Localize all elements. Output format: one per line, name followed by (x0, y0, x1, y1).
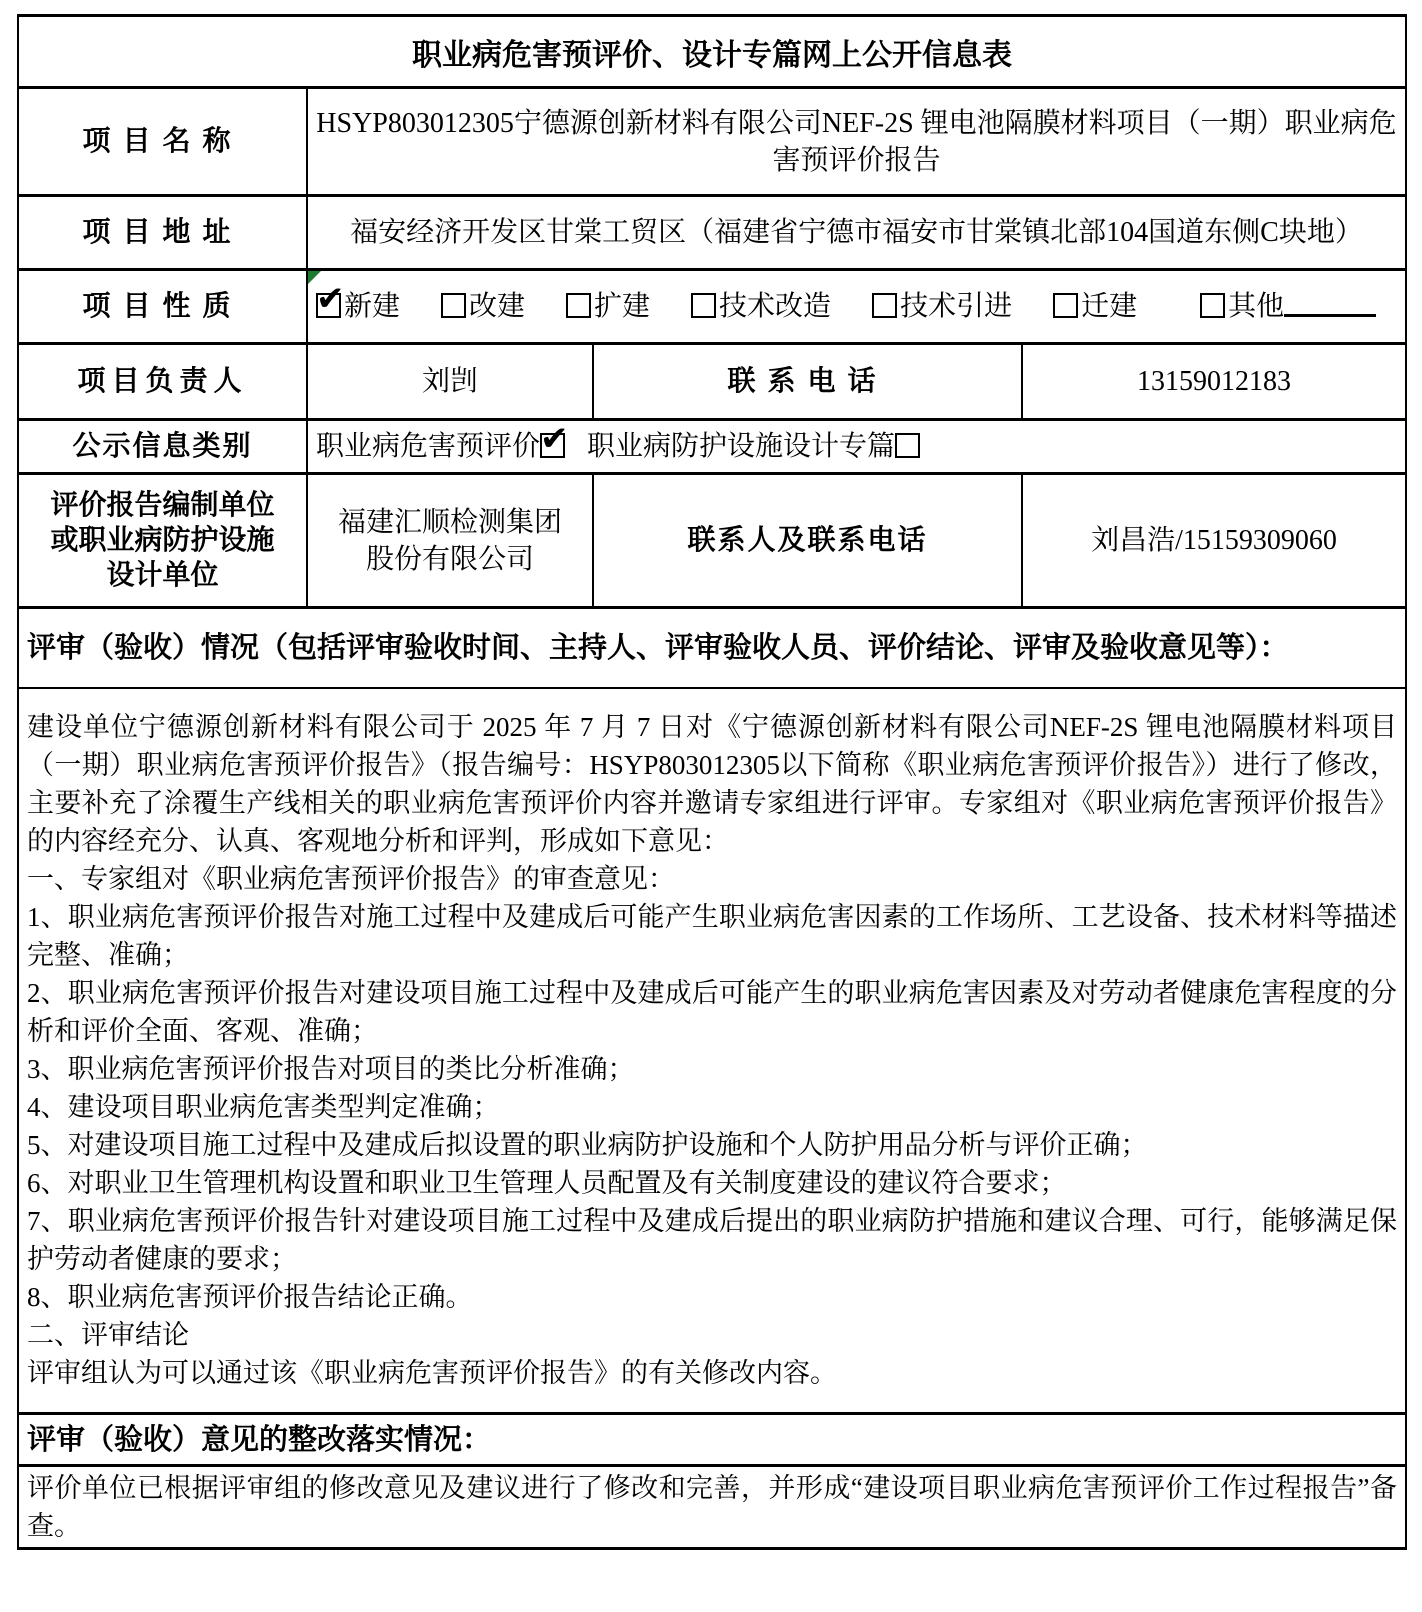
report-unit-label-line: 设计单位 (106, 560, 219, 591)
review-paragraph: 3、职业病危害预评价报告对项目的类比分析准确； (27, 1054, 635, 1085)
contact-value: 刘昌浩/15159309060 (1022, 474, 1406, 608)
publicity-option-preeval-label: 职业病危害预评价 (316, 431, 541, 462)
report-unit-label-line: 评价报告编制单位 (50, 490, 275, 521)
report-unit-row (18, 474, 1406, 608)
rectification-header: 评审（验收）意见的整改落实情况： (18, 1414, 1406, 1466)
contact-label: 联系人及联系电话 (593, 474, 1022, 608)
publicity-type-value (307, 420, 1406, 474)
review-paragraph: 6、对职业卫生管理机构设置和职业卫生管理人员配置及有关制度建设的建议符合要求； (27, 1168, 1067, 1199)
rectification-body-row (18, 1466, 1406, 1549)
nature-option-label: 迁建 (1081, 291, 1138, 322)
nature-option-relocate (1053, 291, 1137, 322)
review-paragraph: 2、职业病危害预评价报告对建设项目施工过程中及建成后可能产生的职业病危害因素及对劳动者健康危害程度的分析和评价全面、客观、准确； (27, 978, 1397, 1047)
project-address-row (18, 196, 1406, 270)
checkbox-icon (895, 433, 920, 458)
nature-option-tech-transform (691, 291, 831, 322)
review-paragraph: 二、评审结论 (27, 1320, 189, 1351)
project-address-value: 福安经济开发区甘棠工贸区（福建省宁德市福安市甘棠镇北部104国道东侧C块地） (307, 196, 1406, 270)
nature-option-label: 新建 (344, 291, 401, 322)
review-section-body (18, 688, 1406, 1414)
project-leader-row (18, 344, 1406, 420)
checkbox-checked-icon (316, 293, 341, 318)
review-paragraph: 5、对建设项目施工过程中及建成后拟设置的职业病防护设施和个人防护用品分析与评价正确； (27, 1130, 1148, 1161)
checkbox-icon (872, 293, 897, 318)
project-nature-row (18, 270, 1406, 344)
phone-label: 联系电话 (593, 344, 1022, 420)
title-row (18, 16, 1406, 88)
review-paragraph: 评审组认为可以通过该《职业病危害预评价报告》的有关修改内容。 (27, 1358, 837, 1389)
checkbox-icon (441, 293, 466, 318)
report-unit-label-line: 或职业病防护设施 (50, 525, 275, 556)
review-paragraph: 1、职业病危害预评价报告对施工过程中及建成后可能产生职业病危害因素的工作场所、工艺设备、技术材料等描述完整、准确； (27, 902, 1397, 971)
publicity-type-row (18, 420, 1406, 474)
rectification-header-row (18, 1414, 1406, 1466)
project-name-label: 项目名称 (18, 88, 307, 196)
checkbox-icon (566, 293, 591, 318)
report-unit-name (307, 474, 593, 608)
rectification-paragraph: 评价单位已根据评审组的修改意见及建议进行了修改和完善，并形成“建设项目职业病危害预评价工作过程报告”备查。 (27, 1473, 1397, 1541)
review-section-header: 评审（验收）情况（包括评审验收时间、主持人、评审验收人员、评价结论、评审及验收意见等）： (18, 608, 1406, 688)
project-address-label: 项目地址 (18, 196, 307, 270)
checkbox-checked-icon (540, 433, 565, 458)
report-unit-name-line: 股份有限公司 (365, 543, 534, 575)
nature-option-tech-import (872, 291, 1012, 322)
page-title: 职业病危害预评价、设计专篇网上公开信息表 (18, 16, 1406, 88)
project-leader-value: 刘剀 (307, 344, 593, 420)
project-nature-value (307, 270, 1406, 344)
report-unit-label (18, 474, 307, 608)
nature-option-label: 技术改造 (719, 291, 832, 322)
review-paragraph: 一、专家组对《职业病危害预评价报告》的审查意见： (27, 864, 675, 895)
nature-option-label: 扩建 (594, 291, 651, 322)
review-paragraph: 7、职业病危害预评价报告针对建设项目施工过程中及建成后提出的职业病防护措施和建议合理、可行，能够满足保护劳动者健康的要求； (27, 1206, 1397, 1275)
project-leader-label: 项目负责人 (18, 344, 307, 420)
review-paragraph: 8、职业病危害预评价报告结论正确。 (27, 1282, 473, 1313)
review-section-header-row (18, 608, 1406, 688)
project-nature-label: 项目性质 (18, 270, 307, 344)
phone-value: 13159012183 (1022, 344, 1406, 420)
review-paragraph: 4、建设项目职业病危害类型判定准确； (27, 1092, 500, 1123)
nature-option-new (316, 291, 400, 322)
checkbox-icon (1200, 293, 1225, 318)
nature-option-other (1200, 291, 1376, 322)
review-paragraph: 建设单位宁德源创新材料有限公司于 2025 年 7 月 7 日对《宁德源创新材料有限公司NEF-2S 锂电池隔膜材料项目（一期）职业病危害预评价报告》（报告编号：HSYP803012305以下简称《职业病危害预评价报告》）进行了修改，主要补充了涂覆生产线相关的职业病危害预评价内容并邀请专家组进行评审。专家组对《职业病危害预评价报告》的内容经充分、认真、客观地分析和评判，形成如下意见： (27, 712, 1397, 857)
rectification-body (18, 1466, 1406, 1549)
checkbox-icon (691, 293, 716, 318)
public-info-table (17, 14, 1407, 1550)
nature-option-expand (566, 291, 650, 322)
publicity-type-label: 公示信息类别 (18, 420, 307, 474)
blank-underline (1284, 310, 1376, 317)
review-section-body-row (18, 688, 1406, 1414)
publicity-option-design-label: 职业病防护设施设计专篇 (587, 431, 896, 462)
nature-option-label: 其他 (1228, 291, 1285, 322)
checkbox-icon (1053, 293, 1078, 318)
project-name-value: HSYP803012305宁德源创新材料有限公司NEF-2S 锂电池隔膜材料项目（一期）职业病危害预评价报告 (307, 88, 1406, 196)
report-unit-name-line: 福建汇顺检测集团 (337, 506, 562, 538)
nature-option-label: 改建 (469, 291, 526, 322)
nature-option-label: 技术引进 (900, 291, 1013, 322)
nature-option-rebuild (441, 291, 525, 322)
project-name-row (18, 88, 1406, 196)
